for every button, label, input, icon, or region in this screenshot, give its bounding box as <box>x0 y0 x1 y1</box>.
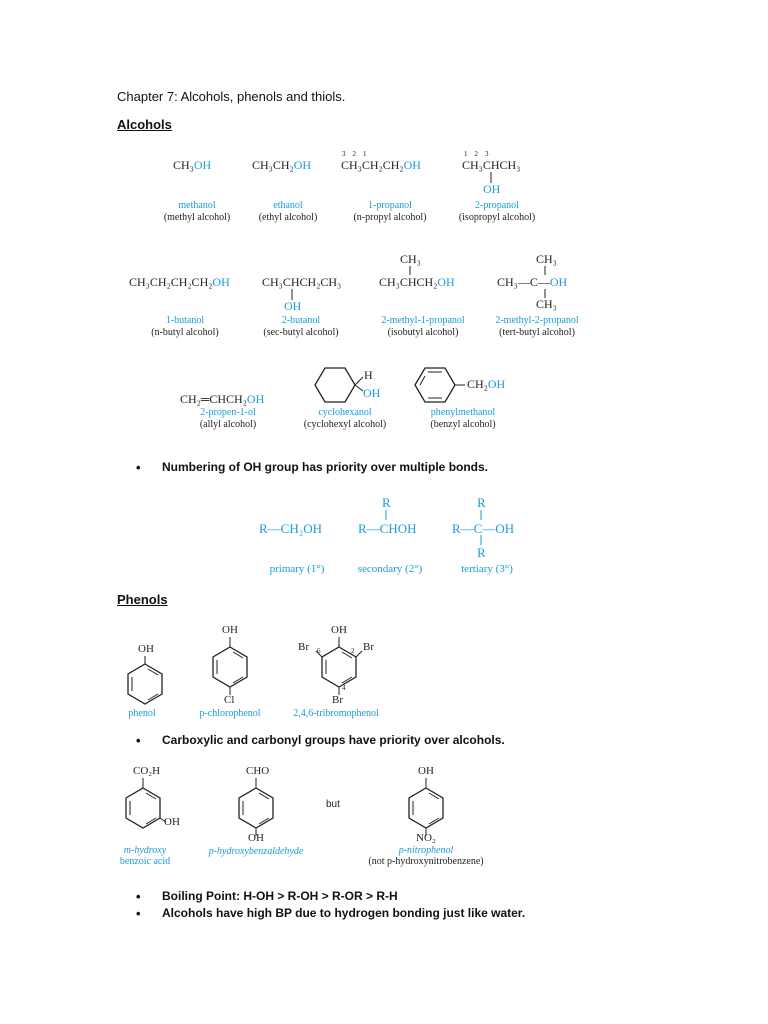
methanol-name: methanol <box>178 200 216 211</box>
but-word: but <box>326 799 340 810</box>
chlorophenol-ring <box>205 637 255 697</box>
tertiary-r-top: R <box>477 495 486 510</box>
propanol-name: 1-propanol <box>368 200 412 211</box>
isopropanol-oh: OH <box>483 182 501 196</box>
sec-butanol-formula: CH₃CHCH₂CH₃ <box>262 275 342 289</box>
chlorophenol-cl: Cl <box>224 694 235 706</box>
isopropanol-name: 2-propanol <box>475 200 519 211</box>
alcohols-heading: Alcohols <box>117 117 172 132</box>
phenol-name: phenol <box>128 708 156 719</box>
tribromophenol-name: 2,4,6-tribromophenol <box>293 708 379 719</box>
hydroxybenzoic-name-1: m-hydroxy <box>123 845 167 856</box>
hydroxybenzoic-co2h: CO₂H <box>133 765 161 777</box>
hydroxybenzoic-ring <box>118 778 173 838</box>
bullet-priority-oh: • Numbering of OH group has priority over multiple bonds. <box>162 460 488 474</box>
bullet-boiling-point: • Boiling Point: H-OH > R-OH > R-OR > R-H <box>162 889 398 903</box>
tert-butanol-formula: CH₃—C—OH <box>497 275 568 289</box>
ethanol-formula: CH₃CH₂OH <box>252 158 312 172</box>
phenol-ring <box>120 656 170 706</box>
hydroxybenzaldehyde-cho: CHO <box>246 765 270 777</box>
isobutanol-methyl: CH₃ <box>400 252 421 266</box>
butanol-common: (n-butyl alcohol) <box>151 327 219 338</box>
allyl-name: 2-propen-1-ol <box>200 407 256 418</box>
allyl-formula: CH₂═CHCH₂OH <box>180 392 265 406</box>
cyclohexanol-common: (cyclohexyl alcohol) <box>303 419 387 430</box>
tert-butanol-methyl-top: CH₃ <box>536 252 557 266</box>
tribromophenol-num-6: 6 <box>317 647 321 655</box>
benzyl-formula: CH₂OH <box>467 377 506 391</box>
allyl-common: (allyl alcohol) <box>199 419 257 430</box>
hydroxybenzoic-oh: OH <box>164 816 180 828</box>
tribromophenol-num-2: 2 <box>351 647 355 655</box>
ethanol-name: ethanol <box>273 200 303 211</box>
nitrophenol-oh: OH <box>418 765 434 777</box>
tertiary-label: tertiary (3°) <box>461 563 513 575</box>
bullet-carbonyl-priority: • Carboxylic and carbonyl groups have priority over alcohols. <box>162 733 505 747</box>
tert-butanol-common: (tert-butyl alcohol) <box>499 327 575 338</box>
cyclohexanol-h: H <box>364 368 373 382</box>
hydroxybenzaldehyde-oh: OH <box>248 832 264 844</box>
tert-butanol-name: 2-methyl-2-propanol <box>495 315 579 326</box>
sec-butanol-common: (sec-butyl alcohol) <box>263 327 339 338</box>
tribromophenol-num-4: 4 <box>342 684 346 692</box>
tertiary-bond-top <box>478 510 484 521</box>
nitrophenol-name: p-nitrophenol <box>398 845 454 856</box>
secondary-r-top: R <box>382 495 391 510</box>
chlorophenol-name: p-chlorophenol <box>199 708 261 719</box>
butanol-formula: CH₃CH₂CH₂CH₂OH <box>129 275 230 289</box>
methanol-common: (methyl alcohol) <box>163 212 231 223</box>
propanol-numbering: 3 2 1 <box>342 150 367 158</box>
tribromophenol-br-bottom: Br <box>332 694 343 706</box>
tertiary-formula: R—C—OH <box>452 521 515 536</box>
phenol-oh: OH <box>138 643 154 655</box>
isopropanol-numbering: 1 2 3 <box>464 150 489 158</box>
cyclohexanol-oh: OH <box>363 386 381 400</box>
benzyl-ring <box>410 365 470 410</box>
isopropanol-common: (isopropyl alcohol) <box>458 212 536 223</box>
tribromophenol-num-1: 1 <box>337 640 341 648</box>
tribromophenol-br-left: Br <box>298 641 309 653</box>
hydroxybenzaldehyde-ring <box>231 778 281 838</box>
chapter-title: Chapter 7: Alcohols, phenols and thiols. <box>117 89 346 104</box>
isobutanol-name: 2-methyl-1-propanol <box>381 315 465 326</box>
tertiary-r-bottom: R <box>477 545 486 560</box>
butanol-name: 1-butanol <box>165 315 205 326</box>
methanol-formula: CH₃OH <box>173 158 212 172</box>
phenols-heading: Phenols <box>117 592 168 607</box>
tribromophenol-oh: OH <box>331 624 347 636</box>
propanol-formula: CH₃CH₂CH₂OH <box>341 158 421 172</box>
isopropanol-formula: CH₃CHCH₃ <box>462 158 521 172</box>
primary-label: primary (1°) <box>269 563 325 575</box>
isobutanol-formula: CH₃CHCH₂OH <box>379 275 455 289</box>
ethanol-common: (ethyl alcohol) <box>258 212 318 223</box>
chlorophenol-oh: OH <box>222 624 238 636</box>
nitrophenol-common: (not p-hydroxynitrobenzene) <box>368 856 484 867</box>
hydroxybenzaldehyde-name: p-hydroxybenzaldehyde <box>208 846 304 857</box>
primary-formula: R—CH₂OH <box>259 521 323 536</box>
propanol-common: (n-propyl alcohol) <box>353 212 427 223</box>
secondary-formula: R—CHOH <box>358 521 417 536</box>
sec-butanol-name: 2-butanol <box>281 315 321 326</box>
tert-butanol-methyl-bottom: CH₃ <box>536 297 557 311</box>
benzyl-common: (benzyl alcohol) <box>430 419 496 430</box>
sec-butanol-oh: OH <box>284 299 302 313</box>
cyclohexanol-name: cyclohexanol <box>318 407 372 418</box>
secondary-bond <box>383 510 389 521</box>
isobutanol-common: (isobutyl alcohol) <box>387 327 459 338</box>
nitrophenol-ring <box>401 778 451 838</box>
hydroxybenzoic-name-2: benzoic acid <box>119 856 171 867</box>
tribromophenol-br-right: Br <box>363 641 374 653</box>
benzyl-name: phenylmethanol <box>430 407 496 418</box>
bullet-hydrogen-bonding: • Alcohols have high BP due to hydrogen bonding just like water. <box>162 906 525 920</box>
secondary-label: secondary (2°) <box>357 563 423 575</box>
nitrophenol-no2: NO₂ <box>416 832 436 844</box>
